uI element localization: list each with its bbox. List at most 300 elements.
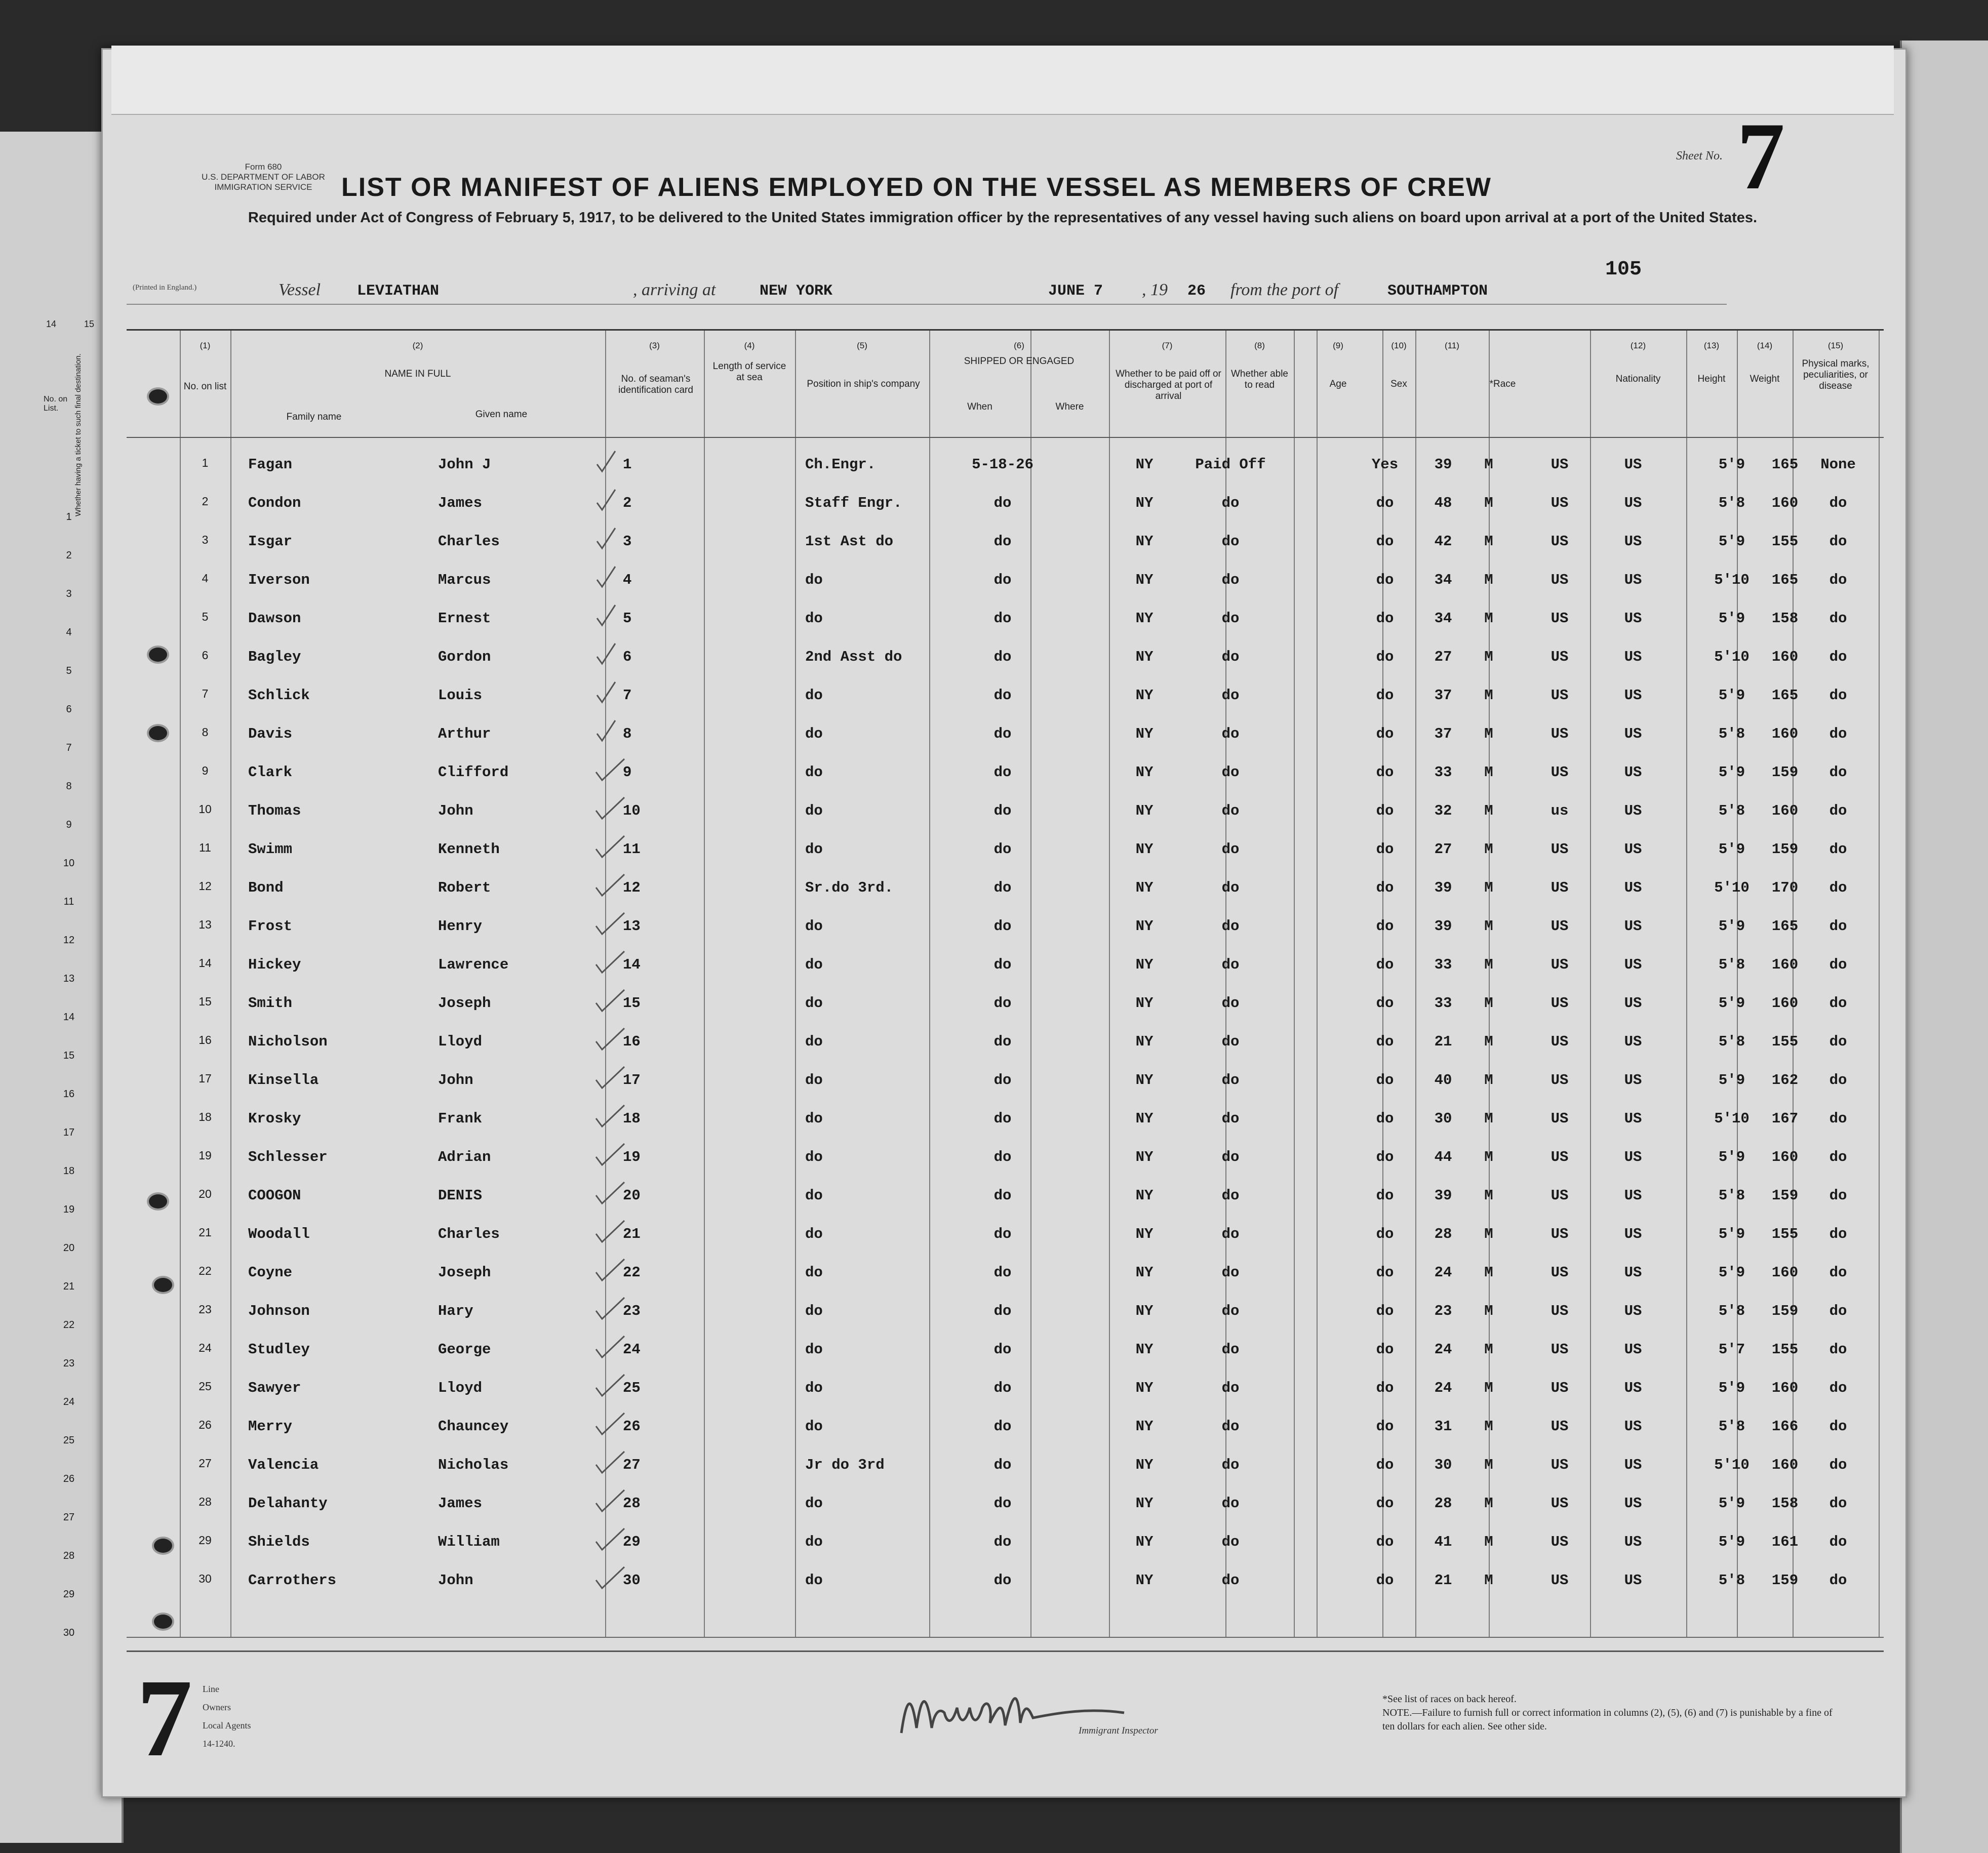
family-name: Delahanty (248, 1495, 328, 1512)
crew-table (127, 329, 1884, 1638)
family-name: Swimm (248, 841, 293, 858)
col-number: (5) (857, 341, 867, 350)
id-card: 24 (623, 1341, 641, 1358)
year-prefix: , 19 (1142, 280, 1168, 299)
header-rule (127, 437, 1884, 438)
nationality: US (1624, 687, 1642, 704)
race: US (1550, 918, 1569, 935)
paid-off: do (1221, 1187, 1240, 1204)
paid-off: do (1221, 1072, 1240, 1089)
weight: 165 (1771, 687, 1799, 704)
height: 5'9 (1718, 1072, 1745, 1089)
family-name: Isgar (248, 533, 293, 550)
strip-ticket-label: Whether having a ticket to such final destination. (74, 353, 83, 516)
col-number: (9) (1333, 341, 1343, 350)
check-mark-icon (595, 1219, 625, 1244)
binder-hole (147, 387, 169, 406)
nationality: US (1624, 1110, 1642, 1127)
physical-marks: None (1820, 456, 1856, 473)
row-number: 3 (202, 533, 209, 546)
family-name: Thomas (248, 802, 301, 819)
check-mark-icon (595, 1065, 625, 1090)
row-number: 17 (198, 1072, 212, 1085)
age: 39 (1434, 879, 1452, 896)
crew-row (127, 486, 1884, 523)
weight: 160 (1771, 1380, 1799, 1396)
paid-off: do (1221, 1418, 1240, 1435)
height: 5'9 (1718, 1226, 1745, 1242)
check-mark-icon (595, 565, 625, 590)
height: 5'8 (1718, 726, 1745, 742)
able-to-read: do (1376, 1457, 1394, 1473)
strip-row-number: 8 (66, 781, 72, 792)
shipped-where: NY (1135, 1534, 1154, 1550)
family-name: Hickey (248, 956, 301, 973)
sex: M (1484, 649, 1493, 665)
shipped-where: NY (1135, 879, 1154, 896)
shipped-where: NY (1135, 956, 1154, 973)
height: 5'9 (1718, 687, 1745, 704)
crew-row (127, 1140, 1884, 1177)
age: 28 (1434, 1495, 1452, 1512)
col-number: (2) (412, 341, 423, 350)
row-number: 27 (198, 1457, 212, 1470)
given-name: George (438, 1341, 491, 1358)
weight: 165 (1771, 918, 1799, 935)
hdr-height: Height (1697, 374, 1726, 384)
position: do (805, 995, 823, 1012)
able-to-read: do (1376, 1418, 1394, 1435)
crew-row (127, 870, 1884, 908)
shipped-where: NY (1135, 1187, 1154, 1204)
age: 39 (1434, 918, 1452, 935)
sex: M (1484, 1303, 1493, 1319)
check-mark-icon (595, 718, 625, 744)
check-mark-icon (595, 949, 625, 975)
shipped-when: do (993, 1457, 1012, 1473)
check-mark-icon (595, 1488, 625, 1513)
paid-off: do (1221, 610, 1240, 627)
row-number: 11 (199, 841, 211, 854)
able-to-read: do (1376, 1110, 1394, 1127)
family-name: Frost (248, 918, 293, 935)
given-name: John J (438, 456, 491, 473)
able-to-read: do (1376, 764, 1394, 781)
binder-hole (147, 1192, 169, 1211)
shipped-when: do (993, 841, 1012, 858)
crew-row (127, 1409, 1884, 1446)
able-to-read: do (1376, 1226, 1394, 1242)
hdr-age: Age (1329, 379, 1347, 389)
race: US (1550, 764, 1569, 781)
sex: M (1484, 918, 1493, 935)
crew-row (127, 601, 1884, 638)
shipped-when: do (993, 1534, 1012, 1550)
physical-marks: do (1829, 995, 1847, 1012)
row-number: 24 (198, 1341, 212, 1354)
position: do (805, 764, 823, 781)
hdr-shipped: SHIPPED OR ENGAGED (964, 356, 1075, 367)
shipped-where: NY (1135, 1226, 1154, 1242)
physical-marks: do (1829, 841, 1847, 858)
able-to-read: do (1376, 1033, 1394, 1050)
id-card: 8 (623, 726, 632, 742)
crew-row (127, 1294, 1884, 1331)
id-card: 11 (623, 841, 641, 858)
able-to-read: do (1376, 495, 1394, 511)
crew-row (127, 716, 1884, 754)
race: US (1550, 1226, 1569, 1242)
paid-off: do (1221, 1303, 1240, 1319)
crew-row (127, 678, 1884, 715)
row-number: 26 (198, 1418, 212, 1431)
position: do (805, 956, 823, 973)
row-number: 29 (198, 1534, 212, 1547)
sex: M (1484, 1495, 1493, 1512)
footer-owners: Owners (203, 1702, 231, 1712)
able-to-read: do (1376, 841, 1394, 858)
id-card: 15 (623, 995, 641, 1012)
height: 5'9 (1718, 995, 1745, 1012)
given-name: Arthur (438, 726, 491, 742)
able-to-read: do (1376, 1072, 1394, 1089)
physical-marks: do (1829, 1572, 1847, 1589)
physical-marks: do (1829, 1418, 1847, 1435)
family-name: Sawyer (248, 1380, 301, 1396)
able-to-read: do (1376, 610, 1394, 627)
shipped-where: NY (1135, 572, 1154, 588)
check-mark-icon (595, 911, 625, 936)
shipped-where: NY (1135, 1341, 1154, 1358)
strip-row-number: 27 (63, 1512, 75, 1523)
race: US (1550, 1149, 1569, 1165)
row-number: 12 (198, 879, 212, 893)
weight: 155 (1771, 533, 1799, 550)
row-number: 5 (202, 610, 209, 623)
id-card: 23 (623, 1303, 641, 1319)
race: US (1550, 1572, 1569, 1589)
age: 24 (1434, 1380, 1452, 1396)
given-name: James (438, 495, 483, 511)
position: do (805, 1534, 823, 1550)
hdr-paid-off: Whether to be paid off or discharged at port of arrival (1116, 369, 1221, 401)
strip-col-14: 14 (46, 319, 57, 329)
sex: M (1484, 1457, 1493, 1473)
check-mark-icon (595, 449, 625, 474)
col-number: (10) (1391, 341, 1407, 350)
sex: M (1484, 1226, 1493, 1242)
physical-marks: do (1829, 687, 1847, 704)
given-name: Charles (438, 1226, 500, 1242)
row-number: 30 (198, 1572, 212, 1585)
age: 37 (1434, 687, 1452, 704)
shipped-when: do (993, 1264, 1012, 1281)
shipped-when: do (993, 918, 1012, 935)
weight: 160 (1771, 649, 1799, 665)
shipped-when: do (993, 1072, 1012, 1089)
position: do (805, 1572, 823, 1589)
check-mark-icon (595, 988, 625, 1013)
age: 39 (1434, 456, 1452, 473)
given-name: Henry (438, 918, 483, 935)
given-name: Ernest (438, 610, 491, 627)
age: 48 (1434, 495, 1452, 511)
binder-hole (152, 1613, 174, 1631)
race: US (1550, 1534, 1569, 1550)
physical-marks: do (1829, 572, 1847, 588)
sex: M (1484, 1033, 1493, 1050)
id-card: 3 (623, 533, 632, 550)
sex: M (1484, 1341, 1493, 1358)
shipped-when: do (993, 995, 1012, 1012)
shipped-when: do (993, 1110, 1012, 1127)
sex: M (1484, 1534, 1493, 1550)
strip-no-label: No. on List. (44, 395, 68, 413)
row-number: 13 (198, 918, 212, 931)
check-mark-icon (595, 1180, 625, 1205)
crew-row (127, 793, 1884, 831)
weight: 165 (1771, 572, 1799, 588)
age: 33 (1434, 956, 1452, 973)
height: 5'7 (1718, 1341, 1745, 1358)
sex: M (1484, 1572, 1493, 1589)
height: 5'10 (1714, 649, 1750, 665)
position: do (805, 572, 823, 588)
paid-off: do (1221, 649, 1240, 665)
footer-sheet-number: 7 (137, 1656, 192, 1780)
nationality: US (1624, 841, 1642, 858)
shipped-where: NY (1135, 918, 1154, 935)
height: 5'8 (1718, 956, 1745, 973)
position: do (805, 841, 823, 858)
able-to-read: do (1376, 726, 1394, 742)
position: do (805, 1341, 823, 1358)
crew-row (127, 1371, 1884, 1408)
given-name: Chauncey (438, 1418, 509, 1435)
crew-row (127, 1332, 1884, 1369)
strip-row-number: 13 (63, 973, 75, 984)
weight: 160 (1771, 1457, 1799, 1473)
age: 34 (1434, 572, 1452, 588)
race: US (1550, 456, 1569, 473)
family-name: Studley (248, 1341, 310, 1358)
height: 5'8 (1718, 802, 1745, 819)
strip-row-number: 23 (63, 1358, 75, 1369)
position: do (805, 1072, 823, 1089)
physical-marks: do (1829, 1264, 1847, 1281)
race: US (1550, 995, 1569, 1012)
position: do (805, 1226, 823, 1242)
shipped-when: do (993, 802, 1012, 819)
sex: M (1484, 610, 1493, 627)
able-to-read: do (1376, 956, 1394, 973)
height: 5'10 (1714, 879, 1750, 896)
id-card: 18 (623, 1110, 641, 1127)
weight: 159 (1771, 1303, 1799, 1319)
able-to-read: do (1376, 1534, 1394, 1550)
height: 5'9 (1718, 533, 1745, 550)
shipped-when: do (993, 1380, 1012, 1396)
able-to-read: do (1376, 1380, 1394, 1396)
family-name: COOGON (248, 1187, 301, 1204)
strip-row-number: 2 (66, 550, 72, 561)
age: 39 (1434, 1187, 1452, 1204)
sex: M (1484, 1187, 1493, 1204)
fine-note: NOTE.—Failure to furnish full or correct information in columns (2), (5), (6) and (7) is punishable by a fine of ten dollars for each alien. See other side. (1382, 1707, 1833, 1732)
nationality: US (1624, 1418, 1642, 1435)
footer-line: Line (203, 1684, 219, 1694)
row-number: 25 (198, 1380, 212, 1393)
inspector-label: Immigrant Inspector (1079, 1725, 1158, 1736)
height: 5'9 (1718, 1534, 1745, 1550)
arrival-date: JUNE 7 (1048, 283, 1103, 300)
family-name: Shields (248, 1534, 310, 1550)
height: 5'9 (1718, 764, 1745, 781)
strip-row-number: 9 (66, 819, 72, 830)
paid-off: do (1221, 1110, 1240, 1127)
weight: 159 (1771, 841, 1799, 858)
sex: M (1484, 1110, 1493, 1127)
strip-row-number: 7 (66, 742, 72, 753)
crew-row (127, 524, 1884, 561)
col-number: (1) (200, 341, 211, 350)
position: do (805, 726, 823, 742)
race: us (1550, 802, 1569, 819)
strip-row-number: 18 (63, 1165, 75, 1177)
race: US (1550, 1072, 1569, 1089)
given-name: Adrian (438, 1149, 491, 1165)
paid-off: do (1221, 995, 1240, 1012)
arriving-label: , arriving at (633, 280, 716, 299)
vessel-name: LEVIATHAN (357, 283, 440, 300)
id-card: 16 (623, 1033, 641, 1050)
sex: M (1484, 802, 1493, 819)
strip-row-number: 1 (66, 511, 72, 522)
nationality: US (1624, 879, 1642, 896)
check-mark-icon (595, 1449, 625, 1475)
given-name: Marcus (438, 572, 491, 588)
col-number: (15) (1827, 341, 1844, 350)
nationality: US (1624, 1457, 1642, 1473)
id-card: 13 (623, 918, 641, 935)
col-number: (7) (1162, 341, 1173, 350)
shipped-where: NY (1135, 1033, 1154, 1050)
binder-hole (147, 724, 169, 742)
weight: 159 (1771, 1572, 1799, 1589)
row-number: 18 (198, 1110, 212, 1123)
weight: 155 (1771, 1033, 1799, 1050)
col-number: (13) (1703, 341, 1720, 350)
age: 37 (1434, 726, 1452, 742)
form-number: Form 680 (245, 162, 282, 172)
position: do (805, 610, 823, 627)
age: 30 (1434, 1110, 1452, 1127)
row-number: 19 (198, 1149, 212, 1162)
able-to-read: do (1376, 1264, 1394, 1281)
col-number: (6) (1014, 341, 1024, 350)
able-to-read: do (1376, 687, 1394, 704)
footer-note (1382, 1693, 1838, 1734)
sheet-top-strip (111, 46, 1894, 115)
sex: M (1484, 572, 1493, 588)
age: 33 (1434, 764, 1452, 781)
position: 2nd Asst do (805, 649, 902, 665)
shipped-where: NY (1135, 802, 1154, 819)
nationality: US (1624, 1033, 1642, 1050)
strip-row-number: 14 (63, 1012, 75, 1023)
physical-marks: do (1829, 1303, 1847, 1319)
paid-off: do (1221, 1534, 1240, 1550)
height: 5'9 (1718, 456, 1745, 473)
row-number: 8 (202, 726, 209, 739)
id-card: 14 (623, 956, 641, 973)
col-number: (8) (1254, 341, 1265, 350)
id-card: 19 (623, 1149, 641, 1165)
crew-row (127, 562, 1884, 600)
nationality: US (1624, 764, 1642, 781)
id-card: 25 (623, 1380, 641, 1396)
nationality: US (1624, 918, 1642, 935)
height: 5'8 (1718, 1572, 1745, 1589)
paid-off: do (1221, 726, 1240, 742)
crew-row (127, 639, 1884, 677)
height: 5'8 (1718, 1418, 1745, 1435)
shipped-where: NY (1135, 533, 1154, 550)
height: 5'10 (1714, 572, 1750, 588)
col-number: (11) (1445, 341, 1459, 350)
nationality: US (1624, 1187, 1642, 1204)
physical-marks: do (1829, 918, 1847, 935)
strip-row-number: 26 (63, 1473, 75, 1484)
crew-row (127, 1101, 1884, 1139)
nationality: US (1624, 1380, 1642, 1396)
crew-row (127, 1447, 1884, 1485)
binder-hole (152, 1537, 174, 1555)
age: 44 (1434, 1149, 1452, 1165)
able-to-read: do (1376, 649, 1394, 665)
shipped-when: do (993, 1033, 1012, 1050)
nationality: US (1624, 956, 1642, 973)
row-number: 9 (202, 764, 209, 777)
hdr-weight: Weight (1750, 374, 1780, 384)
race: US (1550, 1187, 1569, 1204)
position: 1st Ast do (805, 533, 894, 550)
check-mark-icon (595, 834, 625, 859)
shipped-where: NY (1135, 1264, 1154, 1281)
race: US (1550, 841, 1569, 858)
paid-off: do (1221, 1264, 1240, 1281)
paid-off: do (1221, 1457, 1240, 1473)
crew-row (127, 1178, 1884, 1216)
nationality: US (1624, 726, 1642, 742)
race: US (1550, 956, 1569, 973)
age: 33 (1434, 995, 1452, 1012)
shipped-when: do (993, 1495, 1012, 1512)
shipped-where: NY (1135, 1495, 1154, 1512)
shipped-when: do (993, 687, 1012, 704)
shipped-where: NY (1135, 687, 1154, 704)
strip-row-number: 20 (63, 1242, 75, 1254)
crew-row (127, 1524, 1884, 1562)
able-to-read: Yes (1371, 456, 1399, 473)
position: do (805, 1303, 823, 1319)
shipped-where: NY (1135, 1457, 1154, 1473)
row-number: 28 (198, 1495, 212, 1508)
physical-marks: do (1829, 1187, 1847, 1204)
shipped-when: do (993, 879, 1012, 896)
race: US (1550, 610, 1569, 627)
id-card: 2 (623, 495, 632, 511)
